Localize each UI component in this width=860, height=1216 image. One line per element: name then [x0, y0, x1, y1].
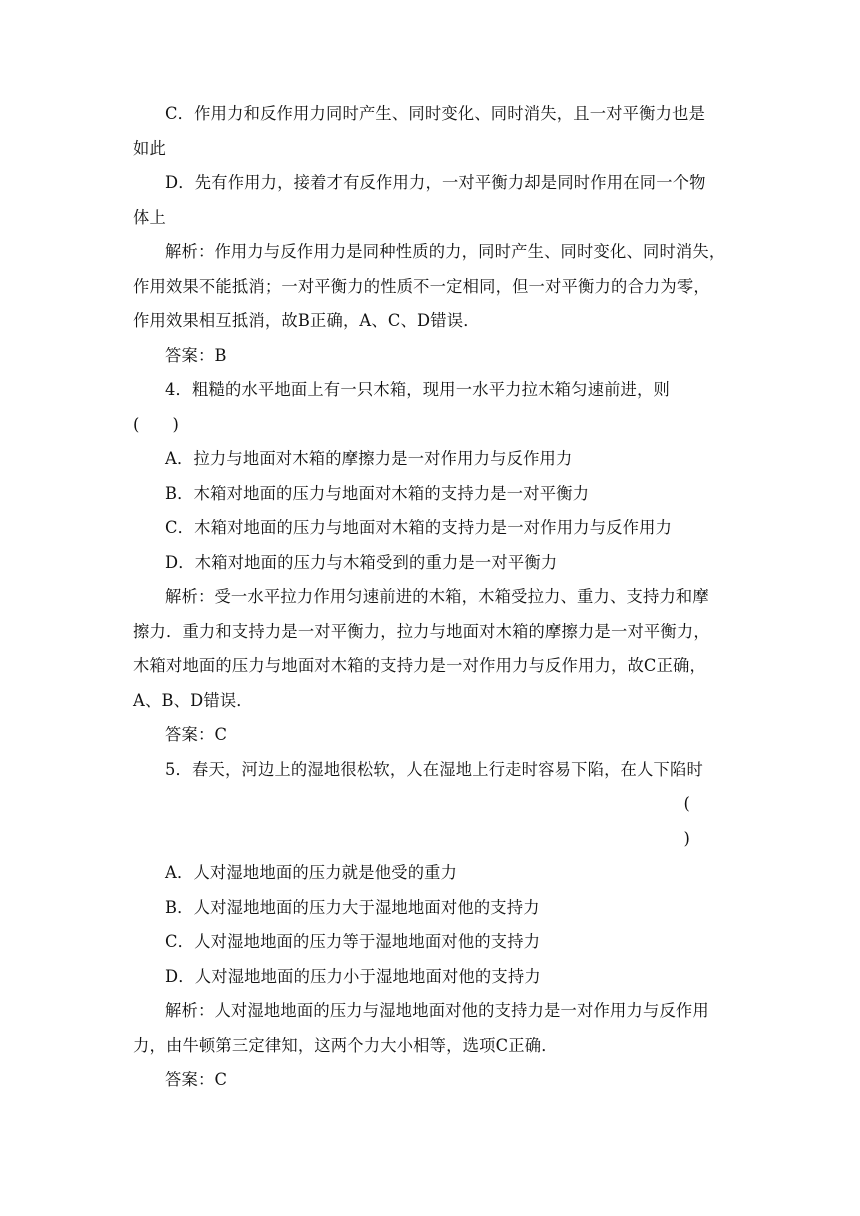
option-d-line-2: 体上: [133, 207, 166, 227]
q4-option-b: B．木箱对地面的压力与地面对木箱的支持力是一对平衡力: [165, 483, 590, 503]
q3-answer: 答案：B: [165, 345, 227, 365]
option-c-line-2: 如此: [133, 138, 166, 158]
option-d-line-1: D．先有作用力，接着才有反作用力，一对平衡力却是同时作用在同一个物: [165, 173, 706, 192]
q5-analysis-line-1: 解析：人对湿地地面的压力与湿地地面对他的支持力是一对作用力与反作用: [165, 1001, 709, 1020]
q5-option-b: B．人对湿地地面的压力大于湿地地面对他的支持力: [165, 897, 540, 917]
q4-analysis-line-1: 解析：受一水平拉力作用匀速前进的木箱，木箱受拉力、重力、支持力和摩: [165, 587, 709, 606]
q4-analysis-line-3: 木箱对地面的压力与地面对木箱的支持力是一对作用力与反作用力，故C正确，: [133, 656, 707, 675]
q4-stem-line-1: 4．粗糙的水平地面上有一只木箱，现用一水平力拉木箱匀速前进，则: [165, 380, 670, 399]
q4-option-c: C．木箱对地面的压力与地面对木箱的支持力是一对作用力与反作用力: [165, 518, 673, 537]
q3-analysis-line-1: 解析：作用力与反作用力是同种性质的力，同时产生、同时变化、同时消失，: [165, 242, 726, 261]
q4-stem-blank: ( ): [133, 414, 180, 434]
q5-option-d: D．人对湿地地面的压力小于湿地地面对他的支持力: [165, 966, 541, 986]
q5-answer: 答案：C: [165, 1070, 228, 1089]
q5-analysis-line-2: 力，由牛顿第三定律知，这两个力大小相等，选项C正确．: [133, 1035, 558, 1055]
q5-blank-open: (: [683, 794, 690, 813]
q4-answer: 答案：C: [165, 725, 228, 744]
q4-option-d: D．木箱对地面的压力与木箱受到的重力是一对平衡力: [165, 552, 558, 572]
document-body: [133, 97, 728, 1098]
q4-analysis-line-4: A、B、D错误．: [133, 690, 253, 710]
option-c-line-1: C．作用力和反作用力同时产生、同时变化、同时消失，且一对平衡力也是: [165, 104, 706, 123]
q5-blank-close: ): [683, 828, 690, 848]
q3-analysis-line-3: 作用效果相互抵消，故B正确，A、C、D错误．: [133, 311, 480, 330]
q5-option-a: A．人对湿地地面的压力就是他受的重力: [165, 863, 458, 882]
q4-analysis-line-2: 擦力．重力和支持力是一对平衡力，拉力与地面对木箱的摩擦力是一对平衡力，: [133, 621, 710, 641]
q5-option-c: C．人对湿地地面的压力等于湿地地面对他的支持力: [165, 932, 541, 951]
q3-analysis-line-2: 作用效果不能抵消；一对平衡力的性质不一定相同，但一对平衡力的合力为零，: [133, 276, 710, 296]
q4-option-a: A．拉力与地面对木箱的摩擦力是一对作用力与反作用力: [165, 449, 573, 468]
q5-stem-line-1: 5．春天，河边上的湿地很松软，人在湿地上行走时容易下陷，在人下陷时: [165, 759, 703, 779]
